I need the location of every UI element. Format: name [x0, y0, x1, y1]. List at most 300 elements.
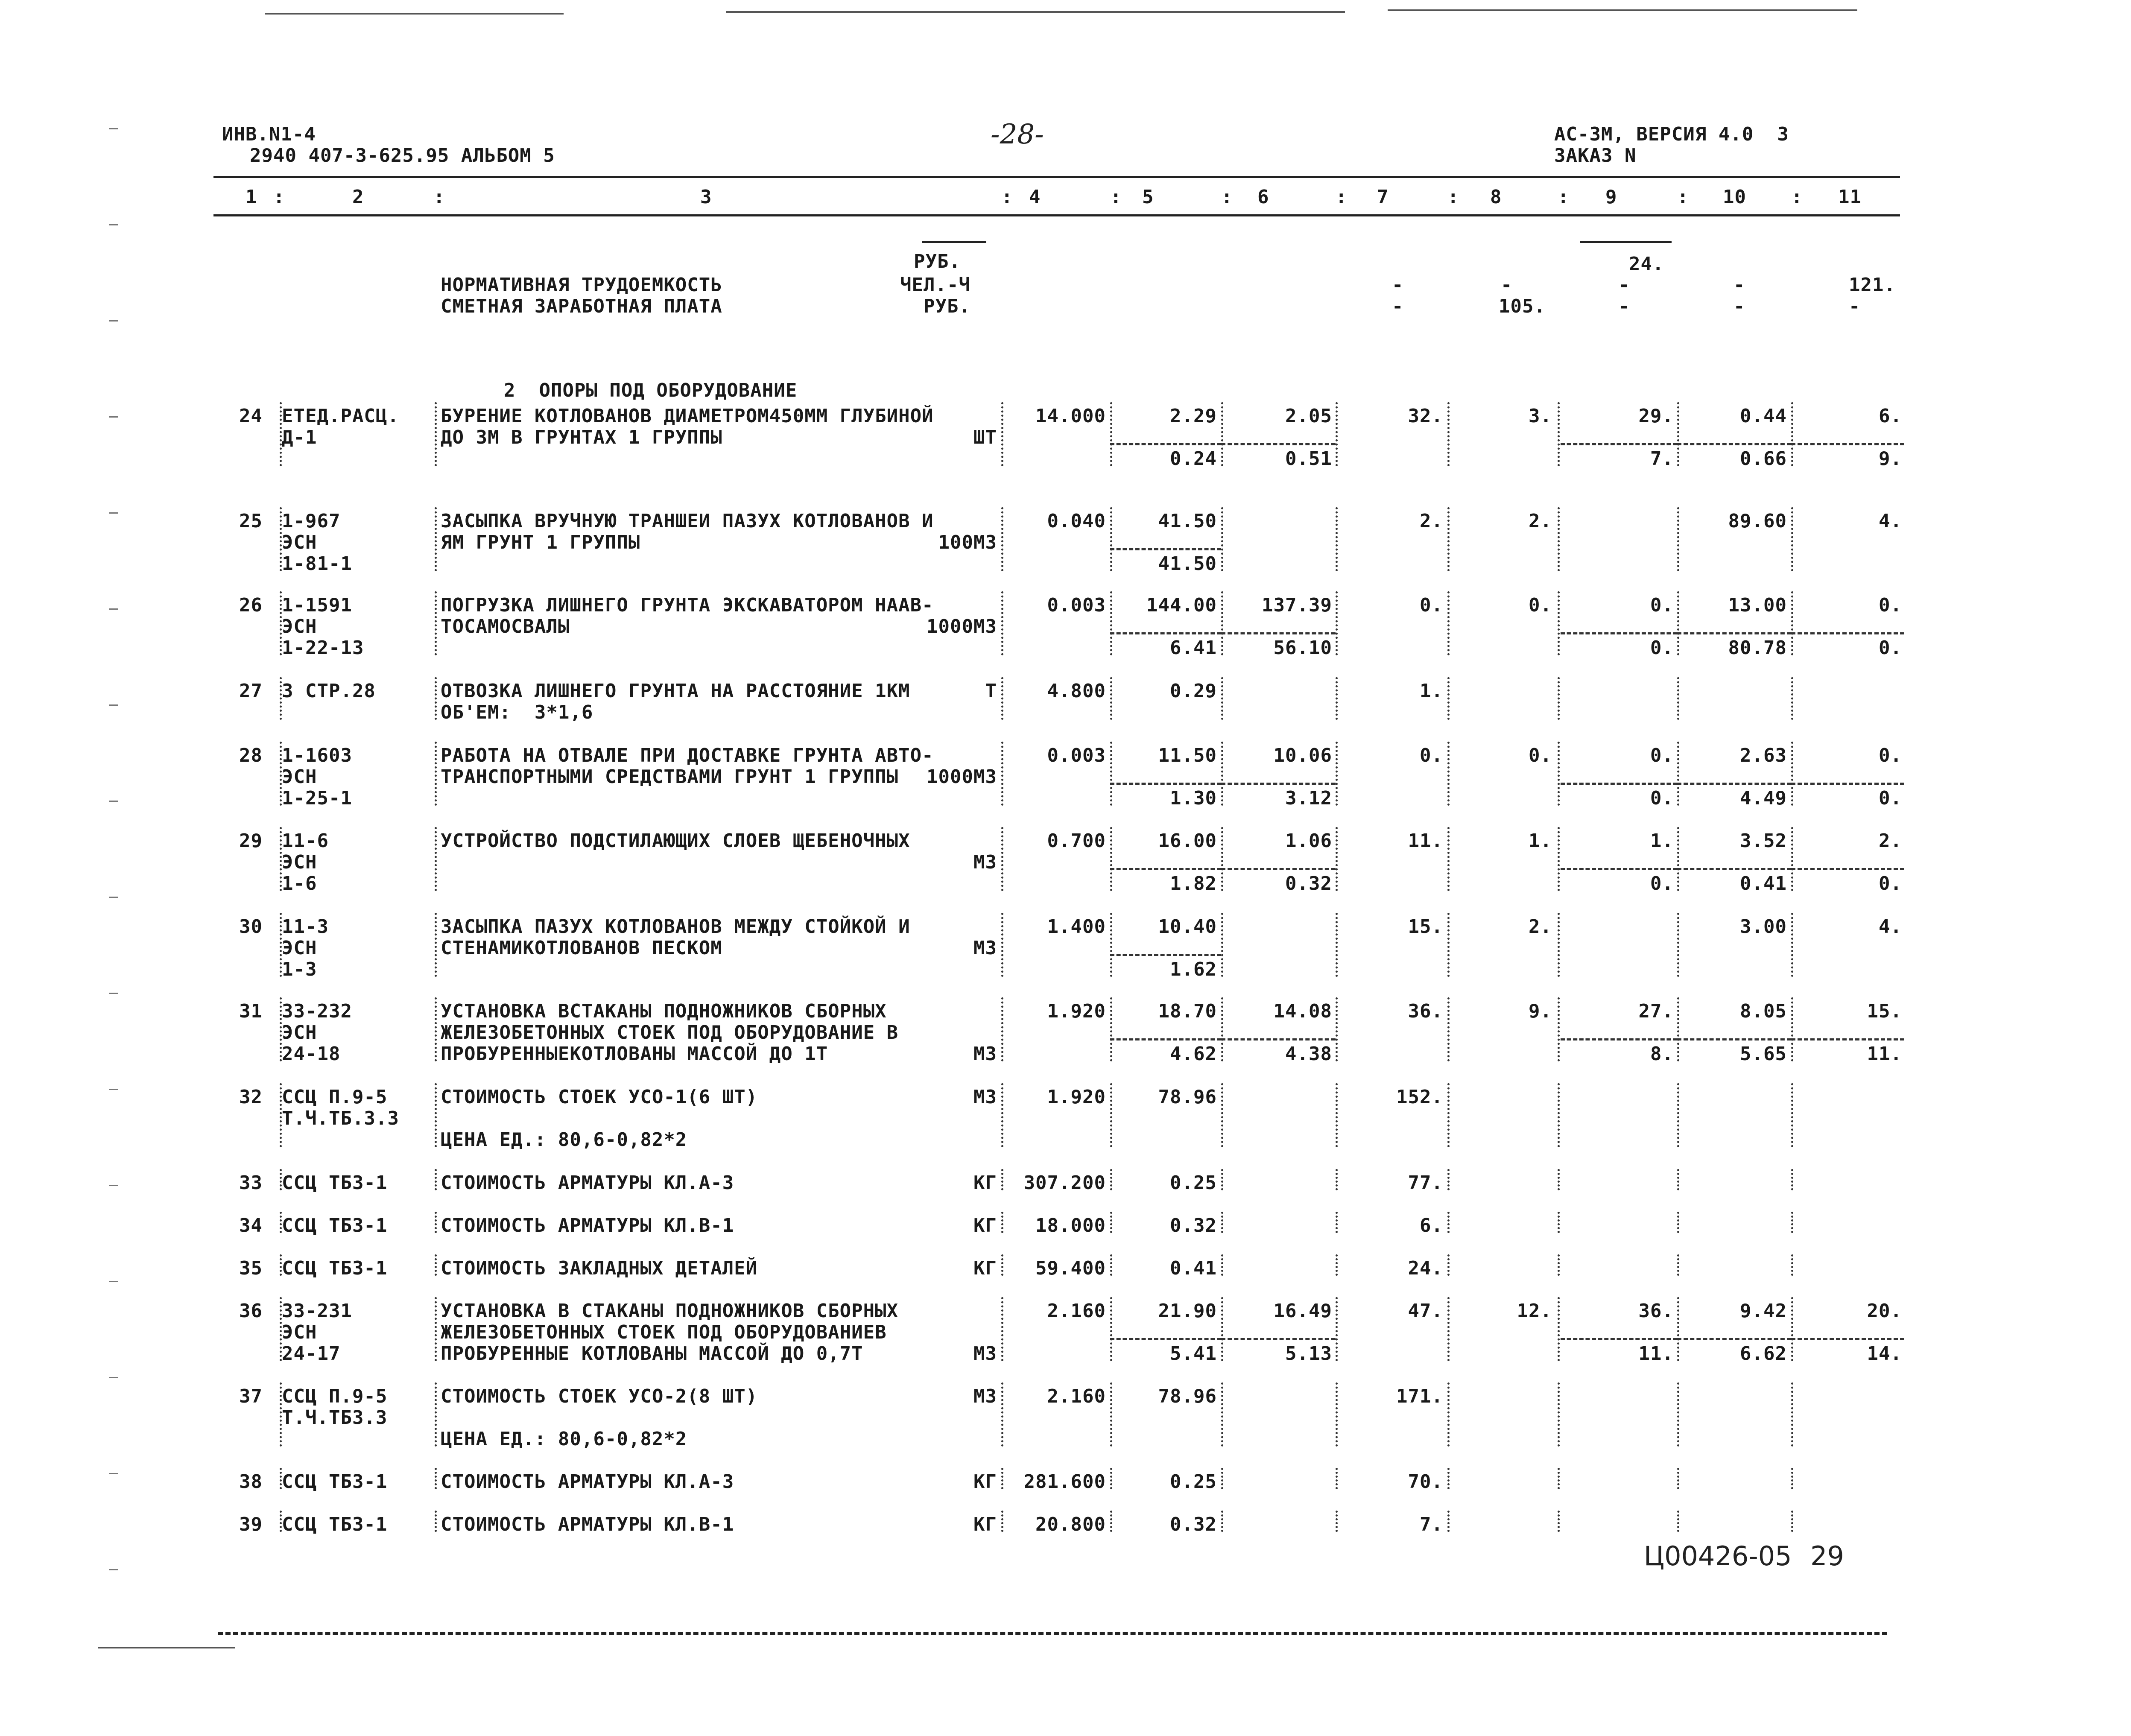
row-value-c7: 6.	[1420, 1215, 1443, 1236]
value-split-rule	[1110, 1338, 1221, 1340]
scan-line	[726, 11, 1345, 13]
value-split-rule	[1110, 868, 1221, 870]
column-separator	[280, 591, 282, 655]
column-separator	[435, 677, 437, 720]
row-value-c5: 16.00	[1158, 830, 1217, 852]
column-separator	[1001, 591, 1003, 655]
row-value-c11b: 14.	[1867, 1343, 1902, 1365]
column-header: 7	[1377, 186, 1389, 208]
column-separator	[1558, 1083, 1560, 1147]
column-separator	[1110, 1297, 1112, 1361]
value-split-rule	[1677, 868, 1791, 870]
column-separator	[1336, 677, 1338, 720]
column-separator	[1447, 913, 1450, 977]
row-code: 11-3	[282, 916, 329, 938]
value-split-rule	[1561, 443, 1677, 445]
column-separator	[1221, 507, 1223, 571]
column-separator	[1336, 1297, 1338, 1361]
row-code: 1-967	[282, 510, 341, 532]
summary-rule	[1580, 241, 1672, 243]
column-separator	[1336, 1468, 1338, 1489]
column-separator	[1791, 1511, 1793, 1532]
row-value-c5b: 4.62	[1170, 1043, 1217, 1065]
wage-label: СМЕТНАЯ ЗАРАБОТНАЯ ПЛАТА	[441, 295, 722, 317]
column-separator	[1336, 913, 1338, 977]
row-description: СТЕНАМИКОТЛОВАНОВ ПЕСКОМ	[441, 937, 722, 959]
scan-edge-mark	[109, 608, 118, 610]
column-separator	[1001, 507, 1003, 571]
summary-unit-rub: РУБ.	[914, 251, 961, 272]
row-code: 33-232	[282, 1000, 352, 1022]
value-split-rule	[1221, 868, 1336, 870]
row-description: СТОИМОСТЬ АРМАТУРЫ КЛ.В-1	[441, 1215, 734, 1236]
column-separator	[1110, 1083, 1112, 1147]
column-separator	[1221, 1169, 1223, 1190]
column-separator	[1791, 1382, 1793, 1447]
row-value-c7: 77.	[1408, 1172, 1443, 1194]
bottom-dashed-rule	[218, 1632, 1887, 1635]
row-description: БУРЕНИЕ КОТЛОВАНОВ ДИАМЕТРОМ450ММ ГЛУБИНОЙ	[441, 405, 934, 427]
column-separator	[1447, 742, 1450, 806]
row-code: ССЦ ТБ3-1	[282, 1172, 388, 1194]
column-separator	[1110, 1382, 1112, 1447]
row-value-c6b: 0.51	[1285, 448, 1332, 470]
row-unit: М3	[973, 1043, 997, 1065]
row-value-c6b: 4.38	[1285, 1043, 1332, 1065]
row-value-c5: 78.96	[1158, 1086, 1217, 1108]
labor-label: НОРМАТИВНАЯ ТРУДОЕМКОСТЬ	[441, 274, 722, 296]
row-value-c11: 2.	[1879, 830, 1902, 852]
column-separator	[1221, 1297, 1223, 1361]
row-value-c6: 137.39	[1262, 594, 1332, 616]
column-separator	[1791, 997, 1793, 1061]
row-code: 11-6	[282, 830, 329, 852]
scan-edge-mark	[109, 1089, 118, 1090]
scan-edge-mark	[109, 1377, 118, 1378]
column-separator	[1110, 1511, 1112, 1532]
row-value-c4: 4.800	[1047, 680, 1106, 702]
column-separator	[1558, 1254, 1560, 1276]
row-value-c11: 6.	[1879, 405, 1902, 427]
row-description: ТРАНСПОРТНЫМИ СРЕДСТВАМИ ГРУНТ 1 ГРУППЫ	[441, 766, 899, 788]
column-separator	[1558, 1169, 1560, 1190]
column-separator	[1001, 1297, 1003, 1361]
row-value-c10: 2.63	[1740, 745, 1787, 766]
row-value-c10b: 0.66	[1740, 448, 1787, 470]
column-separator	[1791, 1169, 1793, 1190]
row-code: 1-3	[282, 959, 317, 980]
row-value-c5: 0.25	[1170, 1471, 1217, 1493]
column-separator	[1110, 591, 1112, 655]
column-separator	[280, 1468, 282, 1489]
column-separator	[1001, 827, 1003, 891]
column-separator	[1558, 507, 1560, 571]
row-number: 24	[239, 405, 263, 427]
row-value-c11: 15.	[1867, 1000, 1902, 1022]
row-value-c11b: 11.	[1867, 1043, 1902, 1065]
row-description: СТОИМОСТЬ СТОЕК УСО-2(8 ШТ)	[441, 1385, 758, 1407]
column-separator	[1558, 591, 1560, 655]
column-separator	[1558, 997, 1560, 1061]
column-separator	[1221, 827, 1223, 891]
column-separator	[1221, 1468, 1223, 1489]
section-title: 2 ОПОРЫ ПОД ОБОРУДОВАНИЕ	[504, 380, 798, 401]
column-separator	[1447, 1382, 1450, 1447]
column-separator	[1001, 742, 1003, 806]
row-value-c10: 9.42	[1740, 1300, 1787, 1322]
column-separator	[1221, 1382, 1223, 1447]
row-value-c4: 59.400	[1035, 1257, 1106, 1279]
row-code: ССЦ ТБ3-1	[282, 1257, 388, 1279]
row-code: 1-1603	[282, 745, 352, 766]
row-description: ЖЕЛЕЗОБЕТОННЫХ СТОЕК ПОД ОБОРУДОВАНИЕВ	[441, 1321, 887, 1343]
row-description: СТОИМОСТЬ СТОЕК УСО-1(6 ШТ)	[441, 1086, 758, 1108]
row-value-c7: 7.	[1420, 1514, 1443, 1535]
column-separator	[1558, 1212, 1560, 1233]
row-unit: М3	[973, 851, 997, 873]
column-separator	[1336, 507, 1338, 571]
column-separator	[1336, 591, 1338, 655]
row-code: Т.Ч.ТБ.3.3	[282, 1108, 399, 1129]
column-separator: :	[1791, 186, 1803, 208]
row-value-c10: 89.60	[1728, 510, 1787, 532]
column-separator	[1677, 1382, 1679, 1447]
row-description: ТОСАМОСВАЛЫ	[441, 616, 570, 637]
row-value-c10b: 80.78	[1728, 637, 1787, 659]
column-separator	[280, 997, 282, 1061]
row-value-c8: 0.	[1529, 745, 1552, 766]
row-value-c5: 0.41	[1170, 1257, 1217, 1279]
row-code: ЭСН	[282, 851, 317, 873]
row-value-c10b: 0.41	[1740, 873, 1787, 894]
row-value-c10: 3.52	[1740, 830, 1787, 852]
column-header: 5	[1142, 186, 1154, 208]
column-separator: :	[1336, 186, 1348, 208]
column-separator	[1336, 1212, 1338, 1233]
row-unit: 1000М3	[927, 766, 997, 788]
column-separator	[1336, 997, 1338, 1061]
row-description: ЗАСЫПКА ВРУЧНУЮ ТРАНШЕИ ПАЗУХ КОТЛОВАНОВ И	[441, 510, 934, 532]
scan-line	[1388, 9, 1857, 11]
row-value-c6: 1.06	[1285, 830, 1332, 852]
column-separator	[1336, 1511, 1338, 1532]
row-description: ОБ'ЕМ: 3*1,6	[441, 701, 593, 723]
row-value-c4: 307.200	[1023, 1172, 1106, 1194]
value-split-rule	[1677, 783, 1791, 785]
row-value-c11b: 9.	[1879, 448, 1902, 470]
column-separator	[1001, 677, 1003, 720]
column-separator	[1110, 913, 1112, 977]
row-number: 26	[239, 594, 263, 616]
row-description: ОТВОЗКА ЛИШНЕГО ГРУНТА НА РАССТОЯНИЕ 1КМ	[441, 680, 910, 702]
value-split-rule	[1221, 783, 1336, 785]
row-value-c5: 41.50	[1158, 510, 1217, 532]
column-separator	[1558, 402, 1560, 466]
column-separator	[1001, 1382, 1003, 1447]
column-separator	[1791, 1468, 1793, 1489]
row-value-c9b: 0.	[1650, 873, 1674, 894]
column-separator	[1447, 507, 1450, 571]
column-header: 8	[1490, 186, 1502, 208]
row-value-c6b: 3.12	[1285, 787, 1332, 809]
column-separator	[1677, 1212, 1679, 1233]
row-unit: 1000М3	[927, 616, 997, 637]
column-separator	[280, 1083, 282, 1147]
row-description: ДО 3М В ГРУНТАХ 1 ГРУППЫ	[441, 427, 722, 448]
value-split-rule	[1110, 632, 1221, 634]
row-value-c5: 78.96	[1158, 1385, 1217, 1407]
column-separator	[1110, 827, 1112, 891]
row-value-c5b: 0.24	[1170, 448, 1217, 470]
scan-edge-mark	[109, 897, 118, 898]
column-separator	[1677, 1083, 1679, 1147]
column-separator	[1110, 402, 1112, 466]
row-value-c4: 0.003	[1047, 594, 1106, 616]
column-separator	[280, 402, 282, 466]
row-code: 1-25-1	[282, 787, 352, 809]
value-split-rule	[1110, 954, 1221, 956]
row-value-c8: 9.	[1529, 1000, 1552, 1022]
value-split-rule	[1791, 1038, 1904, 1040]
column-header: 6	[1257, 186, 1269, 208]
value-split-rule	[1677, 443, 1791, 445]
column-separator	[1791, 677, 1793, 720]
value-split-rule	[1110, 1038, 1221, 1040]
row-number: 37	[239, 1385, 263, 1407]
column-separator	[1791, 1297, 1793, 1361]
column-separator	[1001, 1169, 1003, 1190]
column-separator	[1791, 913, 1793, 977]
column-separator	[435, 913, 437, 977]
row-value-c5b: 6.41	[1170, 637, 1217, 659]
column-separator	[1447, 1468, 1450, 1489]
value-split-rule	[1110, 548, 1221, 550]
column-separator	[1110, 742, 1112, 806]
row-value-c11: 20.	[1867, 1300, 1902, 1322]
labor-c9: -	[1618, 274, 1630, 296]
row-value-c7: 2.	[1420, 510, 1443, 532]
row-code: ССЦ П.9-5	[282, 1385, 388, 1407]
program-version: АС-3М, ВЕРСИЯ 4.0 3	[1554, 123, 1789, 145]
row-value-c4: 0.700	[1047, 830, 1106, 852]
row-value-c7: 70.	[1408, 1471, 1443, 1493]
row-code: ЭСН	[282, 616, 317, 637]
column-separator	[1677, 913, 1679, 977]
row-code: ССЦ П.9-5	[282, 1086, 388, 1108]
value-split-rule	[1791, 783, 1904, 785]
row-value-c5b: 1.82	[1170, 873, 1217, 894]
column-separator	[1791, 507, 1793, 571]
scan-line	[98, 1647, 235, 1648]
row-number: 25	[239, 510, 263, 532]
row-value-c9b: 0.	[1650, 787, 1674, 809]
row-value-c10: 13.00	[1728, 594, 1787, 616]
column-separator	[1001, 1083, 1003, 1147]
row-code: ЭСН	[282, 1321, 317, 1343]
scan-edge-mark	[109, 416, 118, 418]
column-separator	[1447, 1297, 1450, 1361]
value-split-rule	[1110, 443, 1221, 445]
row-description: ПРОБУРЕННЫЕ КОТЛОВАНЫ МАССОЙ ДО 0,7Т	[441, 1343, 863, 1365]
column-separator	[1558, 677, 1560, 720]
column-separator	[1336, 1382, 1338, 1447]
column-separator	[1447, 1083, 1450, 1147]
row-code: 33-231	[282, 1300, 352, 1322]
row-number: 39	[239, 1514, 263, 1535]
row-value-c9: 0.	[1650, 745, 1674, 766]
column-separator	[1110, 677, 1112, 720]
column-separator	[1677, 742, 1679, 806]
column-separator	[1677, 591, 1679, 655]
row-value-c8: 2.	[1529, 916, 1552, 938]
row-value-c4: 1.400	[1047, 916, 1106, 938]
row-value-c10: 0.44	[1740, 405, 1787, 427]
row-code: ССЦ ТБ3-1	[282, 1514, 388, 1535]
row-number: 27	[239, 680, 263, 702]
column-separator	[1677, 827, 1679, 891]
row-value-c11: 0.	[1879, 745, 1902, 766]
row-value-c4: 1.920	[1047, 1086, 1106, 1108]
column-separator	[1791, 1083, 1793, 1147]
row-value-c11: 0.	[1879, 594, 1902, 616]
scan-line	[265, 13, 564, 15]
scan-edge-mark	[109, 993, 118, 994]
row-unit: КГ	[973, 1172, 997, 1194]
row-value-c7: 11.	[1408, 830, 1443, 852]
column-separator	[435, 1382, 437, 1447]
column-separator	[1558, 1468, 1560, 1489]
row-code: 24-18	[282, 1043, 341, 1065]
column-separator	[435, 1468, 437, 1489]
row-description: ЯМ ГРУНТ 1 ГРУППЫ	[441, 532, 640, 553]
column-separator	[435, 507, 437, 571]
column-separator	[435, 1511, 437, 1532]
row-unit: ШТ	[973, 427, 997, 448]
column-separator	[1336, 1254, 1338, 1276]
column-separator	[1001, 1468, 1003, 1489]
row-number: 30	[239, 916, 263, 938]
column-separator	[1110, 997, 1112, 1061]
column-separator	[1447, 1511, 1450, 1532]
labor-c11: 121.	[1849, 274, 1896, 296]
column-separator	[1677, 402, 1679, 466]
row-code: 1-22-13	[282, 637, 364, 659]
column-separator	[1336, 1083, 1338, 1147]
column-separator	[1558, 1382, 1560, 1447]
wage-c10: -	[1733, 295, 1745, 317]
column-separator	[280, 1511, 282, 1532]
column-header: 3	[700, 186, 712, 208]
row-value-c11b: 0.	[1879, 787, 1902, 809]
column-separator	[1001, 913, 1003, 977]
scan-edge-mark	[109, 1281, 118, 1282]
column-separator	[1558, 827, 1560, 891]
row-description: ЦЕНА ЕД.: 80,6-0,82*2	[441, 1129, 687, 1151]
column-separator	[1001, 1254, 1003, 1276]
column-separator	[280, 1212, 282, 1233]
row-value-c7: 36.	[1408, 1000, 1443, 1022]
header-rule-bottom	[213, 214, 1900, 216]
column-separator	[1110, 1212, 1112, 1233]
value-split-rule	[1561, 868, 1677, 870]
column-header: 4	[1029, 186, 1041, 208]
column-separator	[1001, 1511, 1003, 1532]
row-value-c8: 0.	[1529, 594, 1552, 616]
summary-rule	[922, 241, 986, 243]
row-number: 36	[239, 1300, 263, 1322]
row-value-c10b: 5.65	[1740, 1043, 1787, 1065]
row-value-c7: 1.	[1420, 680, 1443, 702]
column-header: 10	[1723, 186, 1746, 208]
value-split-rule	[1221, 443, 1336, 445]
scan-edge-mark	[109, 320, 118, 321]
column-separator	[1221, 1254, 1223, 1276]
row-description: СТОИМОСТЬ ЗАКЛАДНЫХ ДЕТАЛЕЙ	[441, 1257, 758, 1279]
column-separator	[1221, 1083, 1223, 1147]
scan-edge-mark	[109, 512, 118, 514]
column-header: 11	[1838, 186, 1862, 208]
column-separator	[435, 742, 437, 806]
wage-c8: 105.	[1499, 295, 1546, 317]
scan-edge-mark	[109, 1185, 118, 1186]
row-description: СТОИМОСТЬ АРМАТУРЫ КЛ.А-3	[441, 1471, 734, 1493]
column-separator	[435, 402, 437, 466]
value-split-rule	[1221, 1038, 1336, 1040]
row-value-c9b: 11.	[1638, 1343, 1674, 1365]
row-description: УСТРОЙСТВО ПОДСТИЛАЮЩИХ СЛОЕВ ЩЕБЕНОЧНЫХ	[441, 830, 910, 852]
scan-edge-mark	[109, 128, 118, 129]
labor-c7: -	[1392, 274, 1404, 296]
scan-edge-mark	[109, 224, 118, 225]
value-split-rule	[1791, 632, 1904, 634]
column-separator	[1221, 1212, 1223, 1233]
column-separator	[1447, 997, 1450, 1061]
row-value-c7: 24.	[1408, 1257, 1443, 1279]
column-separator	[1558, 1511, 1560, 1532]
value-split-rule	[1791, 1338, 1904, 1340]
column-separator	[1110, 1254, 1112, 1276]
row-value-c7: 47.	[1408, 1300, 1443, 1322]
value-split-rule	[1677, 1338, 1791, 1340]
value-split-rule	[1221, 632, 1336, 634]
row-description: СТОИМОСТЬ АРМАТУРЫ КЛ.В-1	[441, 1514, 734, 1535]
column-separator	[1791, 591, 1793, 655]
column-separator	[435, 997, 437, 1061]
column-separator	[1001, 1212, 1003, 1233]
row-value-c7: 32.	[1408, 405, 1443, 427]
row-value-c6: 2.05	[1285, 405, 1332, 427]
column-separator	[1221, 402, 1223, 466]
order-number: ЗАКАЗ N	[1554, 145, 1637, 167]
row-value-c4: 1.920	[1047, 1000, 1106, 1022]
column-separator	[1447, 1169, 1450, 1190]
row-value-c9: 27.	[1638, 1000, 1674, 1022]
summary-col9-value: 24.	[1629, 253, 1664, 275]
column-separator	[1447, 591, 1450, 655]
column-separator	[280, 1254, 282, 1276]
value-split-rule	[1221, 1338, 1336, 1340]
column-separator	[280, 1169, 282, 1190]
column-separator	[435, 1169, 437, 1190]
row-value-c4: 0.040	[1047, 510, 1106, 532]
column-separator	[1677, 1511, 1679, 1532]
value-split-rule	[1561, 1038, 1677, 1040]
row-number: 32	[239, 1086, 263, 1108]
column-separator	[1677, 997, 1679, 1061]
wage-unit: РУБ.	[924, 295, 970, 317]
row-value-c9: 1.	[1650, 830, 1674, 852]
column-separator: :	[433, 186, 445, 208]
